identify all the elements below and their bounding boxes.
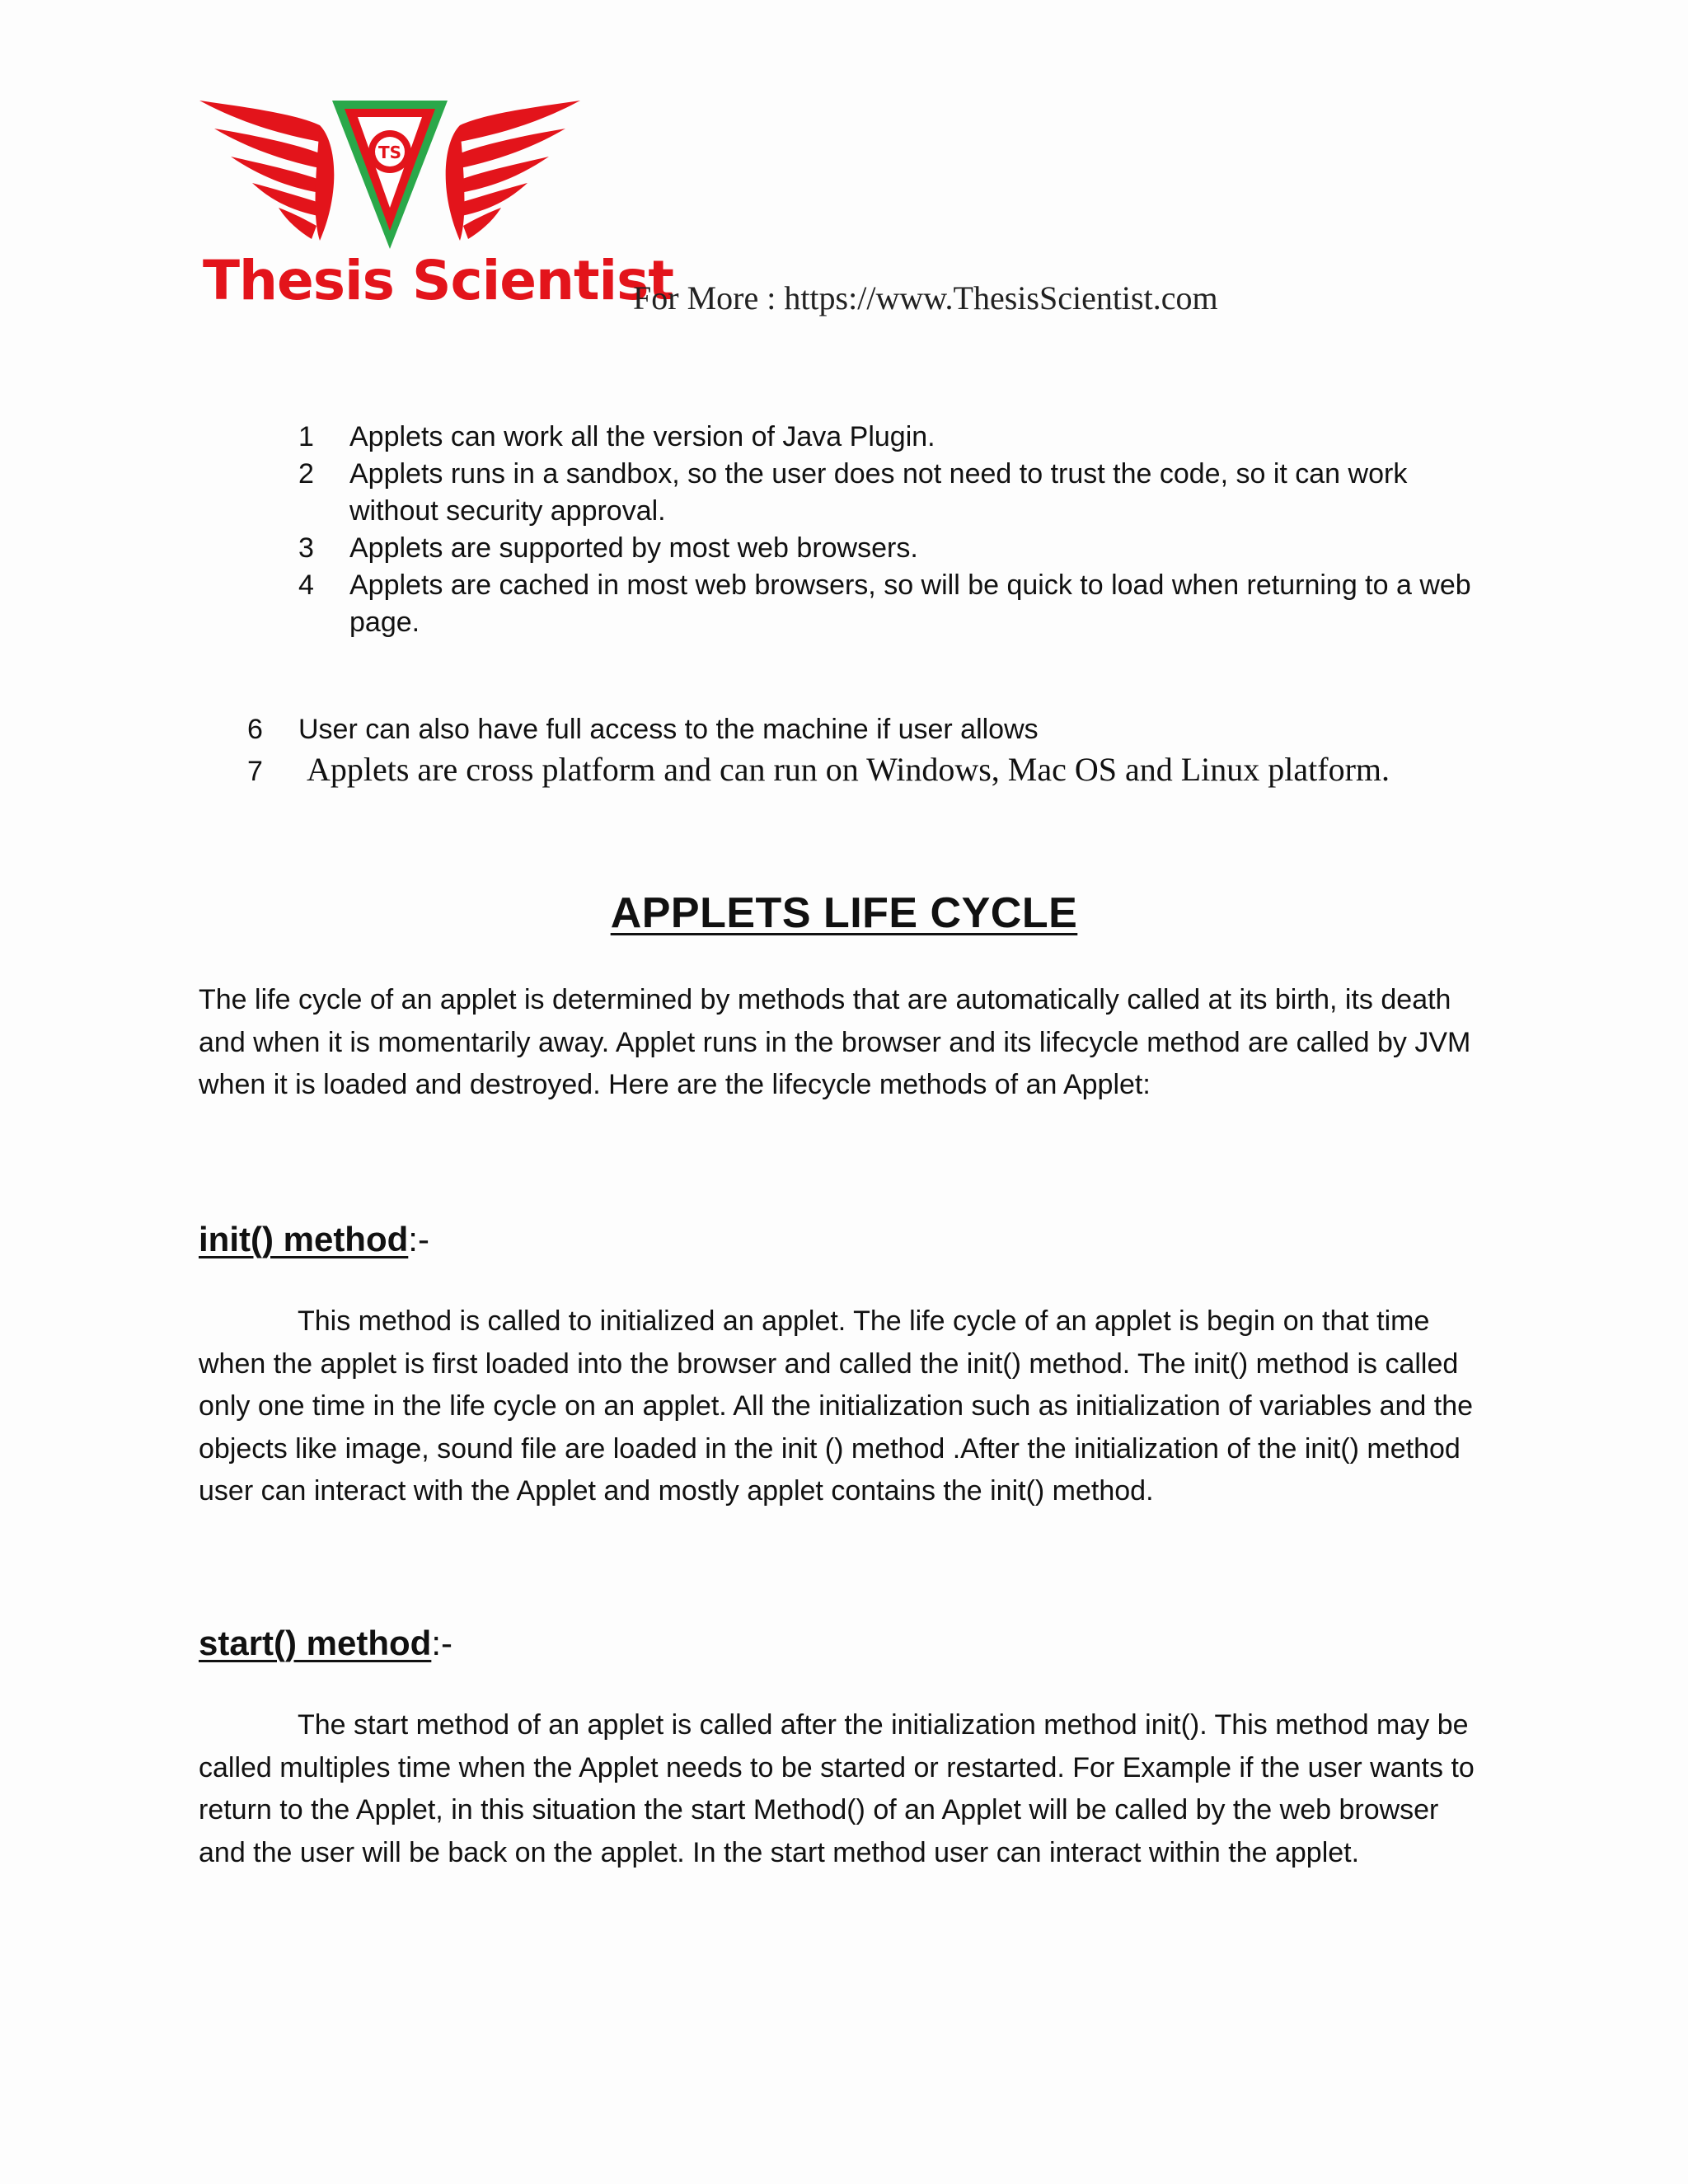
section-heading-init [199, 1220, 429, 1259]
svg-text:TS: TS [377, 143, 402, 162]
more-info-link[interactable]: For More : https://www.ThesisScientist.com [633, 279, 1218, 316]
list-item-number: 4 [298, 569, 314, 601]
list-item [298, 530, 1485, 567]
list-item-text: Applets are cached in most web browsers, so will be quick to load when returning to a web page. [349, 569, 1471, 638]
list-item [298, 419, 1485, 456]
section-heading-suffix: :- [408, 1220, 429, 1258]
thesis-scientist-logo [196, 92, 673, 331]
advantages-list-continued [247, 711, 1484, 790]
list-item [247, 711, 1484, 748]
list-item-text: Applets can work all the version of Java Plugin. [349, 421, 935, 452]
list-item [298, 567, 1485, 641]
list-item-text: Applets runs in a sandbox, so the user does not need to trust the code, so it can work without security approval. [349, 458, 1408, 527]
list-item [298, 456, 1485, 530]
list-item-number: 1 [298, 421, 314, 452]
section-heading-start [199, 1624, 452, 1663]
list-item-number: 6 [247, 714, 263, 745]
list-item-number: 7 [247, 756, 263, 787]
list-item [247, 750, 1484, 790]
list-item-text: Applets are supported by most web browsers. [349, 532, 918, 564]
advantages-list [298, 419, 1485, 641]
section-body-init: This method is called to initialized an applet. The life cycle of an applet is begin on that time when the applet is first loaded into the browser and called the init() method. The init() method is called only one time in the life cycle on an applet. All the initialization such as initialization of variables and the objects like image, sound file are loaded in the init () method .After the initialization of the init() method user can interact with the Applet and mostly applet contains the init() method. [199, 1305, 1474, 1507]
list-item-number: 2 [298, 458, 314, 490]
section-heading-suffix: :- [431, 1624, 452, 1662]
logo-wordmark: Thesis Scientist [203, 249, 673, 312]
logo-emblem-icon [196, 92, 584, 257]
page-title: APPLETS LIFE CYCLE [610, 889, 1078, 937]
list-item-number: 3 [298, 532, 314, 564]
section-heading-text: init() method [199, 1220, 409, 1258]
intro-paragraph: The life cycle of an applet is determined by methods that are automatically called at its birth, its death and when it is momentarily away. Applet runs in the browser and its lifecycle method are called by JVM when it is loaded and destroyed. Here are the lifecycle methods of an Applet: [199, 984, 1471, 1100]
list-item-text: User can also have full access to the machine if user allows [298, 714, 1039, 745]
section-body-start: The start method of an applet is called after the initialization method init(). This method may be called multiples time when the Applet needs to be started or restarted. For Example if the user wants to return to the Applet, in this situation the start Method() of an Applet will be called by the web browser and the user will be back on the applet. In the start method user can interact within the applet. [199, 1709, 1475, 1868]
list-item-text: Applets are cross platform and can run on Windows, Mac OS and Linux platform. [307, 751, 1390, 788]
section-heading-text: start() method [199, 1624, 432, 1662]
